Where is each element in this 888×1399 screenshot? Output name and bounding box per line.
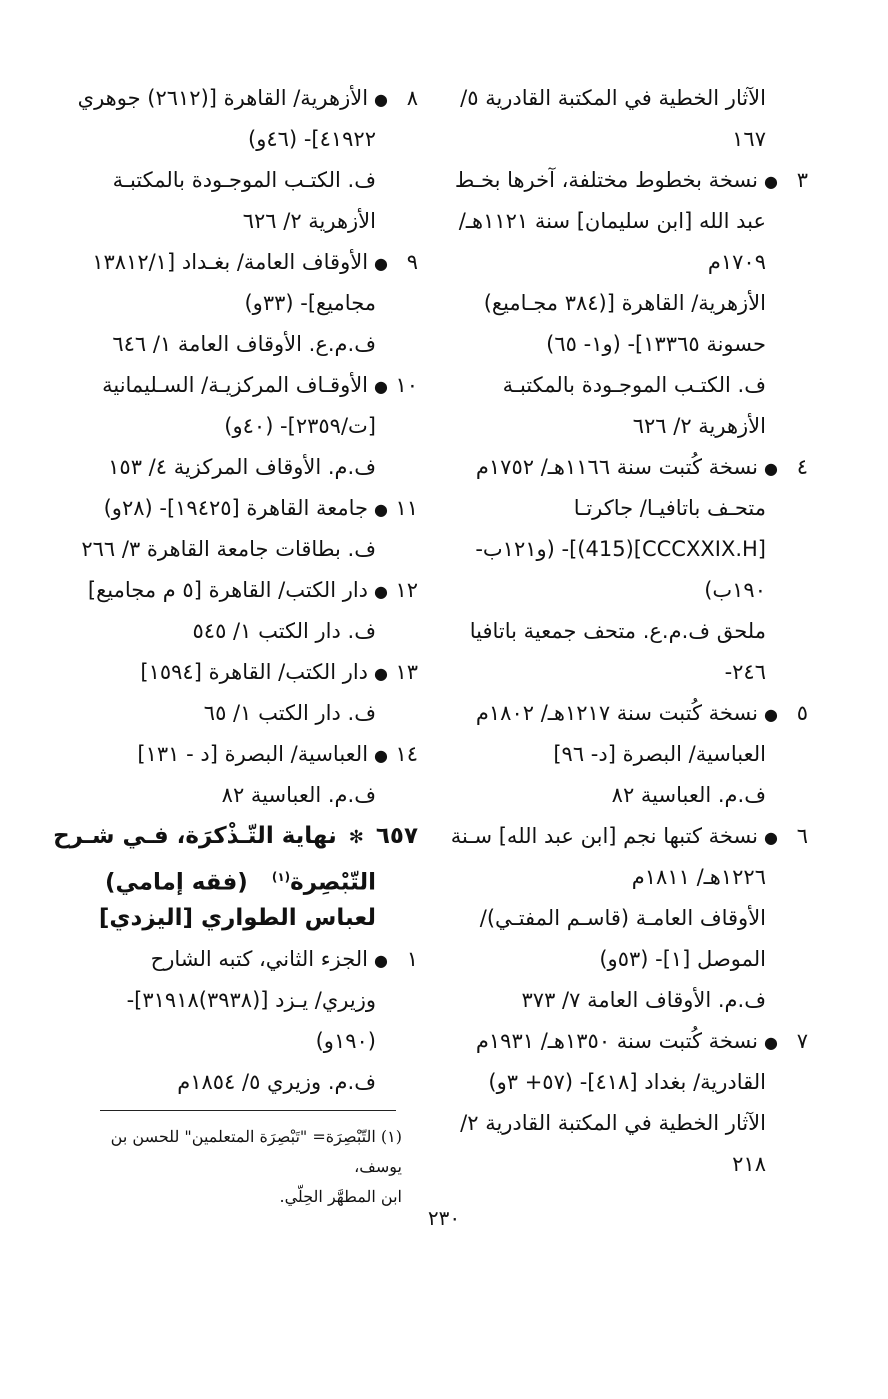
item-text: ١٩٠ب): [704, 578, 766, 602]
footnote-line-1: (١) التّبْصِرَة= "تَبْصِرَة المتعلمين" للحسن بن يوسف،: [110, 1127, 402, 1176]
bullet-icon: ●: [764, 172, 778, 191]
list-item: [68, 734, 418, 775]
item-text: القادرية/ بغداد [٤١٨]- (٥٧+ ٣و): [488, 1070, 766, 1094]
list-item: [68, 78, 418, 119]
list-item-line: [458, 488, 808, 529]
list-item-line: [68, 693, 418, 734]
item-text: نسخة كتبها نجم [ابن عبد الله] سـنة: [450, 824, 759, 848]
bullet-icon: ●: [764, 1033, 778, 1052]
item-text: الأزهرية/ القاهرة [(٢٦١٢) جوهري: [77, 86, 369, 110]
list-item-line: [458, 734, 808, 775]
item-text: الأوقـاف المركزيـة/ السـليمانية: [102, 373, 369, 397]
item-text: العباسية/ البصرة [د- ٩٦]: [553, 742, 766, 766]
entry-number: ٦٥٧: [375, 823, 418, 849]
item-number: ١٤: [395, 742, 418, 766]
item-number: ٦: [796, 824, 808, 848]
list-item-line: [458, 980, 808, 1021]
item-text: جامعة القاهرة [١٩٤٢٥]- (٢٨و): [103, 496, 369, 520]
item-text: مجاميع]- (٣٣و): [244, 291, 376, 315]
item-text: ف.م.ع. الأوقاف العامة ١/ ٦٤٦: [112, 332, 376, 356]
bullet-icon: ●: [374, 254, 388, 273]
item-text: ف. الكتـب الموجـودة بالمكتبـة: [112, 168, 376, 192]
list-item-line: [68, 119, 418, 160]
item-number: ١٢: [395, 578, 418, 602]
item-text: ١٧٠٩م: [707, 250, 766, 274]
list-item: [68, 570, 418, 611]
item-text: وزيري/ يـزد [(٣٩٣٨)٣١٩١٨]-: [126, 988, 376, 1012]
list-item-line: [458, 201, 808, 242]
left-column-items: [68, 78, 418, 816]
list-item-line: [458, 775, 808, 816]
list-item: [450, 816, 808, 857]
bullet-icon: ●: [764, 705, 778, 724]
list-item: [454, 160, 808, 201]
item-text: ١٢٢٦هـ/ ١٨١١م: [631, 865, 766, 889]
list-item: [458, 447, 808, 488]
list-item-line: [68, 160, 418, 201]
entry-heading: [53, 816, 418, 857]
item-text: ف. دار الكتب ١/ ٥٤٥: [192, 619, 376, 643]
item-text: الآثار الخطية في المكتبة القادرية ٥/: [460, 86, 766, 110]
list-item-line: [458, 78, 808, 119]
item-number: ٤: [796, 455, 808, 479]
entry-heading-line-2: [68, 857, 418, 898]
item-text: نسخة كُتبت سنة ١٢١٧هـ/ ١٨٠٢م: [475, 701, 759, 725]
item-number: ١١: [395, 496, 418, 520]
item-text: الموصل [١]- (٥٣و): [599, 947, 766, 971]
item-text: الأوقاف العامة/ بغـداد [١٣٨١٢/١: [92, 250, 369, 274]
item-text: دار الكتب/ القاهرة [١٥٩٤]: [140, 660, 369, 684]
item-text: ف.م. العباسية ٨٢: [611, 783, 766, 807]
list-item-line: [458, 365, 808, 406]
entry-title-line-2: التّبْصِرة: [290, 869, 376, 896]
bullet-icon: ●: [374, 500, 388, 519]
item-text: ف.م. الأوقاف المركزية ٤/ ١٥٣: [108, 455, 376, 479]
list-item-line: [68, 283, 418, 324]
list-item-line: [68, 324, 418, 365]
bullet-icon: ●: [374, 951, 388, 970]
footnote-line-2: ابن المطهَّر الحِلّي.: [279, 1187, 402, 1206]
list-item-line: [68, 447, 418, 488]
entry-subject: (فقه إمامي): [104, 869, 248, 896]
list-item-line: [458, 283, 808, 324]
list-item: [68, 488, 418, 529]
item-text: عبد الله [ابن سليمان] سنة ١١٢١هـ/: [458, 209, 766, 233]
list-item-line: [458, 1062, 808, 1103]
item-number: ٧: [796, 1029, 808, 1053]
item-text: حسونة ١٣٣٦٥]- (و١- ٦٥): [546, 332, 766, 356]
entry-items: [68, 939, 418, 1103]
entry-author: لعباس الطواري [اليزدي]: [98, 905, 376, 931]
item-text: ف.م. وزيري ٥/ ١٨٥٤م: [177, 1070, 376, 1094]
item-text: ملحق ف.م.ع. متحف جمعية باتافيا: [469, 619, 766, 643]
list-item-line: [458, 119, 808, 160]
list-item-line: [68, 1021, 418, 1062]
item-text: نسخة بخطوط مختلفة، آخرها بخـط: [454, 168, 759, 192]
list-item-line: [68, 611, 418, 652]
list-item-line: [458, 1103, 808, 1144]
list-item-line: [458, 652, 808, 693]
list-item-line: [458, 898, 808, 939]
list-item-line: [458, 406, 808, 447]
item-text: (١٩٠و): [315, 1029, 376, 1053]
item-number: ١٣: [395, 660, 418, 684]
item-text: نسخة كُتبت سنة ١١٦٦هـ/ ١٧٥٢م: [475, 455, 759, 479]
list-item-line: [68, 1062, 418, 1103]
item-text: ف. دار الكتب ١/ ٦٥: [203, 701, 376, 725]
page-number: ٢٣٠: [427, 1206, 461, 1230]
list-item-line: [458, 529, 808, 570]
bullet-icon: ●: [374, 377, 388, 396]
item-text: ١٦٧: [732, 127, 766, 151]
item-text: نسخة كُتبت سنة ١٣٥٠هـ/ ١٩٣١م: [475, 1029, 759, 1053]
item-text: متحـف باتافيـا/ جاكرتـا: [573, 496, 766, 520]
item-text: [ت/٢٣٥٩]- (٤٠و): [224, 414, 376, 438]
item-number: ٩: [406, 250, 418, 274]
item-text: ف. الكتـب الموجـودة بالمكتبـة: [502, 373, 766, 397]
list-item-line: [68, 201, 418, 242]
list-item-line: [68, 775, 418, 816]
list-item: [68, 242, 418, 283]
item-text: ٢١٨: [732, 1152, 766, 1176]
list-item-line: [458, 857, 808, 898]
left-column: [53, 78, 418, 1103]
item-text: الأزهرية ٢/ ٦٢٦: [632, 414, 766, 438]
footnote: [80, 1122, 402, 1212]
item-text: دار الكتب/ القاهرة [٥ م مجاميع]: [87, 578, 369, 602]
list-item-line: [458, 1144, 808, 1185]
item-text: الأوقاف العامـة (قاسـم المفتـي)/: [479, 906, 766, 930]
footnote-reference: (١): [271, 870, 291, 884]
item-text: ف.م. الأوقاف العامة ٧/ ٣٧٣: [521, 988, 766, 1012]
item-text: ف.م. العباسية ٨٢: [221, 783, 376, 807]
list-item-line: [458, 611, 808, 652]
item-number: ١٠: [395, 373, 418, 397]
item-text: الأزهرية ٢/ ٦٢٦: [242, 209, 376, 233]
list-item-line: [68, 980, 418, 1021]
list-item-line: [458, 242, 808, 283]
asterisk-icon: ✻: [348, 827, 364, 848]
list-item: [458, 1021, 808, 1062]
item-text: [CCCXXIX.H](415)]- (و١٢١ب-: [475, 537, 766, 561]
list-item: [68, 939, 418, 980]
right-column: [450, 78, 808, 1185]
bullet-icon: ●: [764, 828, 778, 847]
item-text: ف. بطاقات جامعة القاهرة ٣/ ٢٦٦: [81, 537, 376, 561]
bullet-icon: ●: [374, 582, 388, 601]
item-number: ٣: [796, 168, 808, 192]
list-item-line: [458, 570, 808, 611]
bullet-icon: ●: [374, 664, 388, 683]
list-item-line: [458, 939, 808, 980]
list-item: [458, 693, 808, 734]
item-number: ٥: [796, 701, 808, 725]
list-item-line: [68, 529, 418, 570]
footnote-rule: [100, 1110, 396, 1111]
item-text: الجزء الثاني، كتبه الشارح: [150, 947, 369, 971]
bullet-icon: ●: [374, 90, 388, 109]
list-item: [68, 365, 418, 406]
list-item-line: [68, 406, 418, 447]
bullet-icon: ●: [374, 746, 388, 765]
item-number: ٨: [406, 86, 418, 110]
item-text: الأزهرية/ القاهرة [(٣٨٤ مجـاميع): [483, 291, 766, 315]
entry-title-line-1: نهاية التّـذْكرَة، فـي شـرح: [53, 823, 337, 849]
item-text: ٢٤٦-: [724, 660, 766, 684]
list-item-line: [458, 324, 808, 365]
item-text: ٤١٩٢٢]- (٤٦و): [248, 127, 376, 151]
item-text: الآثار الخطية في المكتبة القادرية ٢/: [460, 1111, 766, 1135]
item-number: ١: [406, 947, 418, 971]
list-item: [68, 652, 418, 693]
item-text: العباسية/ البصرة [د - ١٣١]: [137, 742, 369, 766]
bullet-icon: ●: [764, 459, 778, 478]
